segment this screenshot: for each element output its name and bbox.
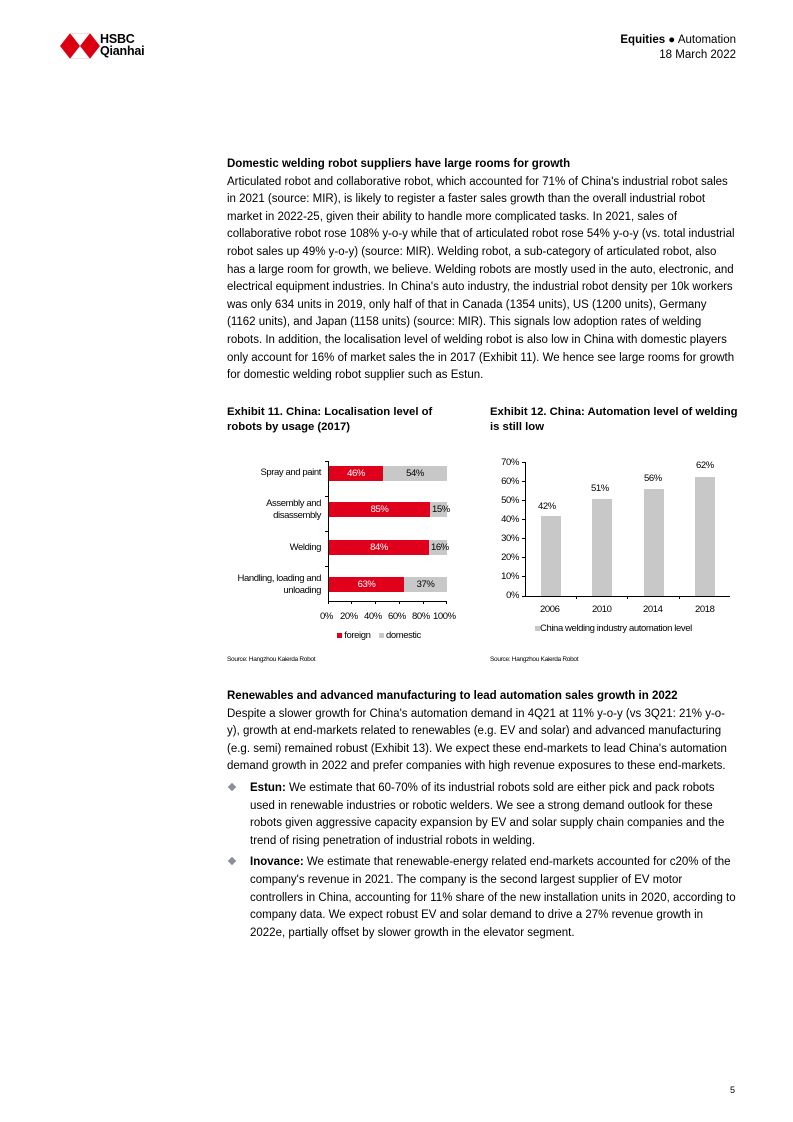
bar-foreign: 85% xyxy=(329,502,430,517)
bullet-label: Inovance: xyxy=(250,856,304,869)
section-welding xyxy=(227,156,737,385)
category-label: Assembly and disassembly xyxy=(266,498,321,521)
legend-swatch-foreign xyxy=(337,633,342,638)
separator-bullet: ● xyxy=(665,34,678,46)
x-tick: 2014 xyxy=(643,604,663,615)
exhibit-12-source: Source: Hangzhou Kaierda Robot xyxy=(490,656,579,663)
data-label: 62% xyxy=(696,460,714,471)
section-body: Articulated robot and collaborative robot, which accounted for 71% of China's industrial robot sales in 2021 (source: MIR), is likely to register a faster sales growth than the overall industrial robot market in 2022-25, given their ability to handle more complicated tasks. In 2021, sales of collaborative robot rose 108% y-o-y while that of articulated robot rose 54% y-o-y (vs. total industrial robot sales up 49% y-o-y) (source: MIR). Welding robot, a sub-category of articulated robot, also has a large room for growth, we believe. Welding robots are mostly used in the auto, electronic, and electrical equipment industries. In China's auto industry, the industrial robot density per 10k workers was only 634 units in 2019, only half of that in Canada (1354 units), US (1200 units), Germany (1162 units), and Japan (1158 units) (source: MIR). This signals low adoption rates of welding robots. In addition, the localisation level of welding robot is also low in China with domestic players only account for 16% of market sales the in 2017 (Exhibit 11). We hence see large rooms for growth for domestic welding robot supplier such as Estun. xyxy=(227,175,735,382)
x-axis xyxy=(328,601,447,602)
section-body: Despite a slower growth for China's automation demand in 4Q21 at 11% y-o-y (vs 3Q21: 21% y-o-y), growth at end-markets related to renewables (e.g. EV and solar) and advanced manufacturing (e.g. semi) remained robust (Exhibit 13). We expect these end-markets to lead China's automation demand growth in 2022 and prefer companies with high revenue exposures to these end-markets. xyxy=(227,707,727,773)
x-tick: 40% xyxy=(364,611,382,622)
hsbc-logo-text xyxy=(100,33,144,57)
bullet-label: Estun: xyxy=(250,781,286,794)
exhibit-11-chart xyxy=(227,455,467,655)
diamond-bullet-icon xyxy=(228,783,236,791)
x-tick: 100% xyxy=(433,611,456,622)
bar-2006 xyxy=(541,516,561,596)
x-tick: 20% xyxy=(340,611,358,622)
exhibit-11-title: Exhibit 11. China: Localisation level of robots by usage (2017) xyxy=(227,406,433,433)
page-number: 5 xyxy=(730,1085,736,1095)
bar-domestic: 37% xyxy=(404,577,447,592)
bar-foreign: 84% xyxy=(329,540,429,555)
hsbc-hexagon-logo-icon xyxy=(60,33,100,59)
legend-swatch-domestic xyxy=(379,633,384,638)
legend: China welding industry automation level xyxy=(535,623,692,634)
topic-label: Automation xyxy=(677,34,736,46)
data-label: 42% xyxy=(538,501,556,512)
legend: foreign domestic xyxy=(337,630,421,641)
section-heading: Renewables and advanced manufacturing to lead automation sales growth in 2022 xyxy=(227,690,678,702)
data-label: 56% xyxy=(644,473,662,484)
x-tick: 0% xyxy=(320,611,333,622)
logo-line-1: HSBC xyxy=(100,32,135,46)
bar-foreign: 63% xyxy=(329,577,404,592)
bar-2018 xyxy=(695,477,715,596)
x-tick: 2006 xyxy=(540,604,560,615)
bar-2014 xyxy=(644,489,664,596)
bullet-text: We estimate that renewable-energy related end-markets accounted for c20% of the company's revenue in 2021. The company is the second largest supplier of EV motor controllers in China, accounting for 11% share of the new installation units in 2020, according to company data. We expect robust EV and solar demand to drive a 27% revenue growth in 2022e, partially offset by slower growth in the elevator segment. xyxy=(250,856,736,939)
category-label: Spray and paint xyxy=(260,467,321,478)
section-label: Equities xyxy=(620,34,666,46)
exhibit-12-title: Exhibit 12. China: Automation level of welding is still low xyxy=(490,406,738,433)
y-axis xyxy=(525,462,526,596)
x-tick: 2018 xyxy=(695,604,715,615)
x-tick: 60% xyxy=(388,611,406,622)
bullet-estun xyxy=(227,780,737,850)
section-heading: Domestic welding robot suppliers have large rooms for growth xyxy=(227,158,571,170)
report-date: 18 March 2022 xyxy=(659,49,736,61)
exhibit-12-chart: 0% 10% 20% 30% 40% 50% 60% 70% 42% 51% 56% 62% 2006 2010 2014 2018 China welding industry automation level xyxy=(490,455,740,655)
bar-domestic: 54% xyxy=(383,466,447,481)
bar-domestic: 16% xyxy=(431,542,449,553)
exhibit-11-source: Source: Hangzhou Kaierda Robot xyxy=(227,656,316,663)
x-tick: 80% xyxy=(412,611,430,622)
category-label: Welding xyxy=(289,542,321,553)
category-label: Handling, loading and unloading xyxy=(237,573,321,596)
x-tick: 2010 xyxy=(592,604,612,615)
bullet-inovance xyxy=(227,854,737,942)
bar-2010 xyxy=(592,499,612,596)
bar-foreign: 46% xyxy=(329,466,383,481)
bullet-text: We estimate that 60-70% of its industrial robots sold are either pick and pack robots used in renewable industries or robotic welders. We see a strong demand outlook for these robots given aggressive capacity expansion by EV and solar supply chain companies and the trend of rising penetration of industrial robots in welding. xyxy=(250,781,725,847)
logo-line-2: Qianhai xyxy=(100,44,145,58)
report-header-info xyxy=(620,33,736,63)
section-renewables xyxy=(227,688,737,942)
bar-domestic: 15% xyxy=(432,504,450,515)
diamond-bullet-icon xyxy=(228,857,236,865)
data-label: 51% xyxy=(591,483,609,494)
